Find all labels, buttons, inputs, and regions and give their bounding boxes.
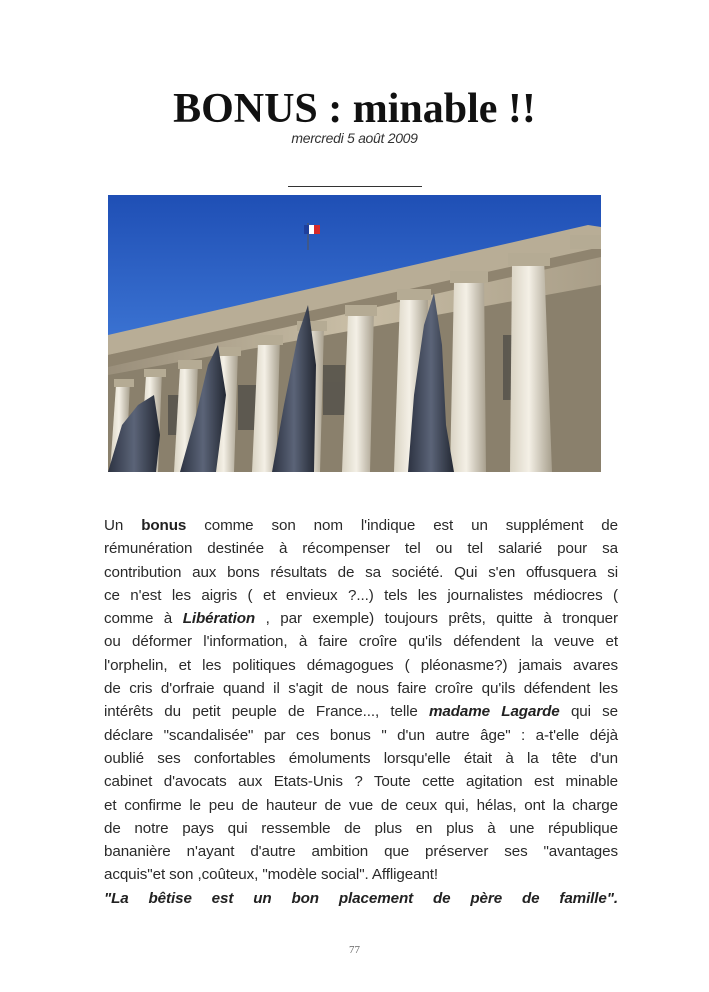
title-divider [288,186,422,187]
closing-quote: "La bêtise est un bon placement de père de famille". [104,889,618,907]
bonus-term: bonus [141,517,187,534]
article-line: intérêts du petit peuple de France..., telle madame Lagarde qui se [104,703,619,721]
article-line: ce n'est les aigris ( et envieux ?...) tels les journalistes médiocres ( [104,586,618,604]
article-line: comme à Libération , par exemple) toujours prêts, quitte à tronquer [104,610,618,628]
article-body [104,514,618,910]
article-photo [108,195,601,472]
article-line: cabinet d'avocats aux Etats-Unis ? Toute cette agitation est minable [104,773,618,791]
article-line: de cris d'orfraie quand il s'agit de nous faire croîre qu'ils défendent les [104,680,618,698]
article-line: ou déformer l'information, à faire croîre qu'ils défendent la veuve et [104,633,618,651]
article-line: l'orphelin, et les politiques démagogues ( pléonasme?) jamais avares [104,656,618,674]
liberation-name: Libération [182,610,256,628]
article-line: déclare "scandalisée" par ces bonus " d'un autre âge" : a-t'elle déjà [104,726,618,744]
article-line: acquis"et son ,coûteux, "modèle social". Affligeant! [104,866,439,884]
article-line: rémunération destinée à récompenser tel ou tel salarié pour sa [104,540,618,558]
page-number: 77 [349,944,360,956]
publication-date: mercredi 5 août 2009 [291,130,418,146]
lagarde-name: madame Lagarde [428,703,560,721]
article-line: Un bonus comme son nom l'indique est un supplément de [104,517,618,534]
page-title: BONUS : minable !! [173,86,536,132]
article-line: de notre pays qui ressemble de plus en plus à une république [104,819,618,837]
article-line: bananière n'ayant d'autre ambition que préserver ses "avantages [104,843,618,861]
article-line: et confirme le peu de hauteur de vue de ceux qui, hélas, ont la charge [104,796,618,814]
article-line: oublié ses confortables émoluments lorsqu'elle était à la tête d'un [104,749,618,767]
article-line: contribution aux bons résultats de sa société. Qui s'en offusquera si [104,563,618,581]
